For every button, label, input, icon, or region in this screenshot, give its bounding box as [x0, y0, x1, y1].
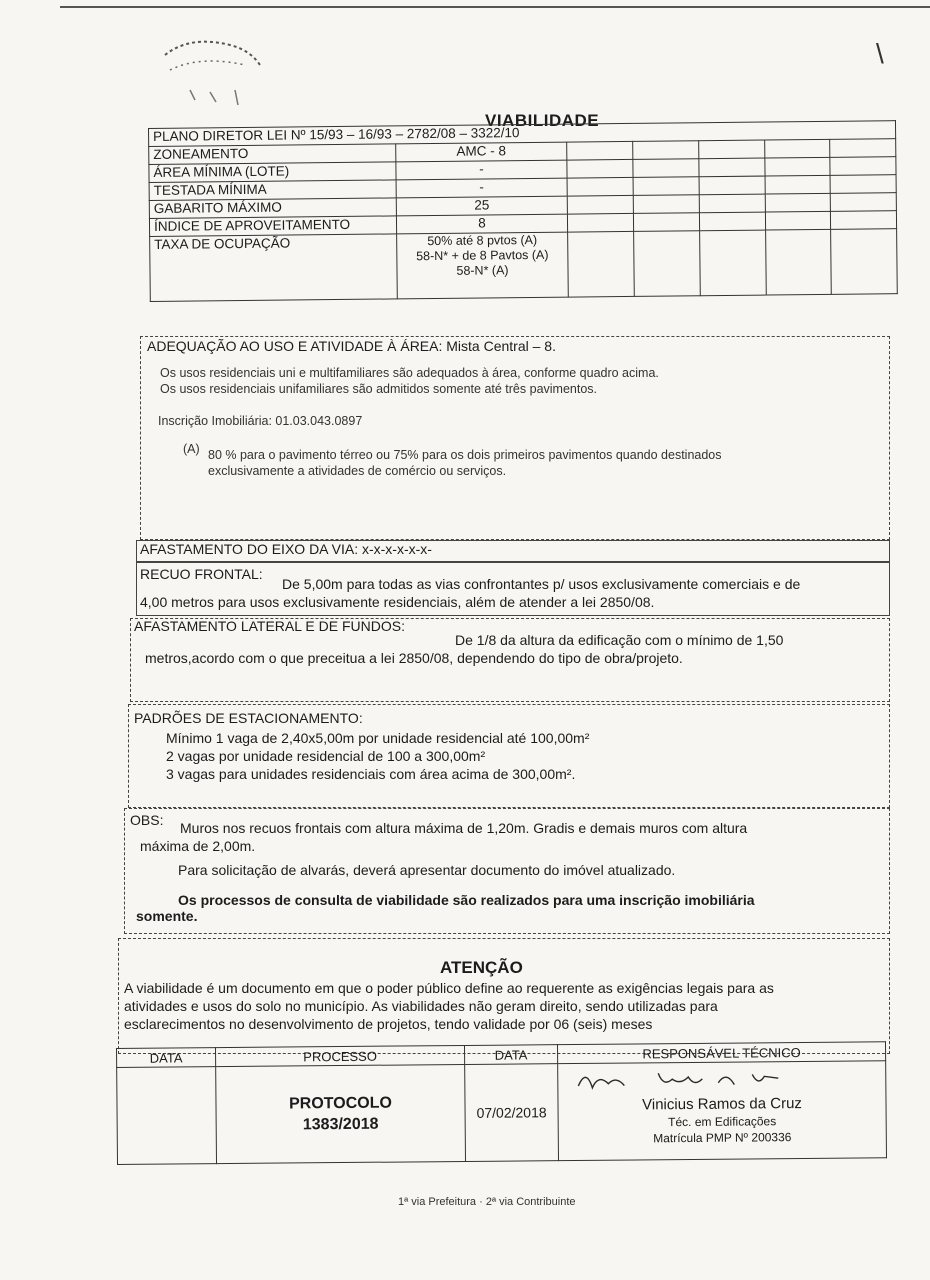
tech-registration: Matrícula PMP Nº 200336 [653, 1130, 792, 1146]
row-label: GABARITO MÁXIMO [149, 198, 396, 219]
adequacao-line: Os usos residenciais uni e multifamiliares são adequados à área, conforme quadro acima. [160, 366, 659, 380]
afastamento-lateral-line: metros,acordo com o que preceitua a lei 2850/08, dependendo do tipo de obra/projeto. [145, 650, 683, 666]
obs-bold-line: Os processos de consulta de viabilidade são realizados para uma inscrição imobiliária [178, 892, 755, 908]
atencao-box [118, 938, 890, 1054]
obs-bold-line: somente. [136, 908, 198, 924]
recuo-frontal-line: De 5,00m para todas as vias confrontantes p/ usos exclusivamente comerciais e de [282, 576, 801, 592]
taxa-line: 58-N* (A) [456, 263, 509, 278]
estacionamento-line: 2 vagas por unidade residencial de 100 a 300,00m² [166, 748, 486, 764]
recuo-frontal-line: 4,00 metros para usos exclusivamente residenciais, além de atender a lei 2850/08. [140, 594, 655, 610]
protocol-date: 07/02/2018 [465, 1064, 559, 1162]
afastamento-eixo: AFASTAMENTO DO EIXO DA VIA: x-x-x-x-x-x- [140, 541, 432, 557]
document-title: VIABILIDADE [485, 111, 600, 130]
protocolo-number: 1383/2018 [302, 1115, 379, 1134]
protocolo-label: PROTOCOLO [288, 1094, 392, 1113]
adequacao-line: Os usos residenciais unifamiliares são admitidos somente até três pavimentos. [160, 382, 598, 396]
row-value: - [396, 178, 568, 198]
row-label: ZONEAMENTO [149, 144, 396, 165]
atencao-line: A viabilidade é um documento em que o poder público define ao requerente as exigências legais para as [124, 980, 774, 996]
corner-pen-mark: \ [876, 38, 884, 69]
tech-name: Vinicius Ramos da Cruz [642, 1095, 802, 1114]
row-value [396, 232, 568, 299]
inscricao-imobiliaria: Inscrição Imobiliária: 01.03.043.0897 [158, 414, 363, 428]
row-value: - [395, 160, 567, 180]
zoning-table [148, 120, 898, 302]
recuo-frontal-label: RECUO FRONTAL: [140, 566, 263, 582]
table-row [150, 229, 898, 302]
adequacao-heading: ADEQUAÇÃO AO USO E ATIVIDADE À ÁREA: Mista Central – 8. [147, 338, 556, 354]
footer-note: 1ª via Prefeitura · 2ª via Contribuinte [398, 1196, 576, 1208]
estacionamento-label: PADRÕES DE ESTACIONAMENTO: [134, 710, 363, 726]
obs-line: Muros nos recuos frontais com altura máxima de 1,20m. Gradis e demais muros com altura [180, 820, 748, 836]
atencao-line: esclarecimentos no desenvolvimento de projetos, tendo validade por 06 (seis) meses [124, 1016, 653, 1032]
plano-diretor-cell: PLANO DIRETOR LEI Nº 15/93 – 16/93 – 2782/08 – 3322/10 [149, 121, 896, 147]
afastamento-lateral-line: De 1/8 da altura da edificação com o mínimo de 1,50 [455, 632, 784, 648]
protocol-table [116, 1041, 887, 1165]
col-processo: PROCESSO [216, 1045, 465, 1066]
row-label: ÁREA MÍNIMA (LOTE) [149, 162, 396, 183]
row-label: ÍNDICE DE APROVEITAMENTO [149, 216, 396, 237]
col-data2: DATA [464, 1045, 557, 1065]
col-responsavel: RESPONSÁVEL TÉCNICO [557, 1042, 885, 1064]
atencao-heading: ATENÇÃO [440, 958, 523, 977]
row-value: 25 [396, 196, 568, 216]
taxa-line: 58-N* + de 8 Pavtos (A) [416, 247, 549, 264]
obs-line: máxima de 2,00m. [140, 838, 256, 854]
tech-title: Téc. em Edificações [668, 1114, 777, 1130]
atencao-line: atividades e usos do solo no município. As viabilidades não geram direito, sendo utilizadas para [124, 998, 718, 1014]
row-label: TAXA DE OCUPAÇÃO [150, 234, 397, 302]
obs-label: OBS: [130, 812, 164, 828]
table-row [117, 1061, 887, 1165]
protocolo-cell [216, 1064, 466, 1163]
signature [568, 1064, 788, 1096]
top-border-line [60, 6, 930, 8]
row-value: AMC - 8 [395, 142, 567, 162]
note-a-prefix: (A) [183, 442, 200, 456]
responsavel-cell [558, 1061, 887, 1161]
row-value: 8 [396, 214, 568, 234]
taxa-line: 50% até 8 pvtos (A) [427, 232, 538, 249]
obs-line: Para solicitação de alvarás, deverá apresentar documento do imóvel atualizado. [178, 862, 676, 878]
stamp-mark [150, 30, 270, 110]
estacionamento-line: 3 vagas para unidades residenciais com área acima de 300,00m². [166, 766, 576, 782]
estacionamento-line: Mínimo 1 vaga de 2,40x5,00m por unidade residencial até 100,00m² [166, 730, 590, 746]
note-a-line: 80 % para o pavimento térreo ou 75% para os dois primeiros pavimentos quando destinados [208, 448, 722, 462]
row-label: TESTADA MÍNIMA [149, 180, 396, 201]
note-a-line: exclusivamente a atividades de comércio ou serviços. [208, 464, 507, 478]
col-data: DATA [117, 1048, 216, 1068]
afastamento-lateral-label: AFASTAMENTO LATERAL E DE FUNDOS: [134, 618, 405, 634]
